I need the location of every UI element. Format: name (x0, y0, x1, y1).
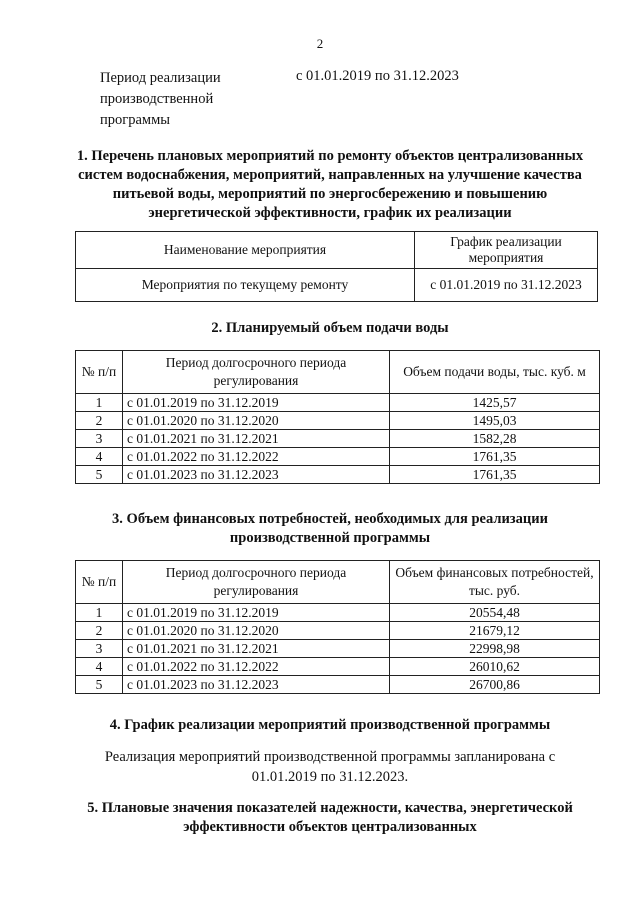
row-number: 5 (76, 676, 123, 694)
row-period: с 01.01.2023 по 31.12.2023 (123, 466, 390, 484)
row-amount: 20554,48 (390, 604, 600, 622)
section4-text: Реализация мероприятий производственной программы запланирована с 01.01.2019 по 31.12.2023. (104, 749, 556, 785)
page-number: 2 (316, 36, 324, 51)
row-volume: 1761,35 (390, 466, 600, 484)
row-number: 2 (76, 412, 123, 430)
row-number: 4 (76, 448, 123, 466)
section4-heading: 4. График реализации мероприятий производственной программы (109, 717, 551, 733)
row-amount: 26700,86 (390, 676, 600, 694)
header-schedule: График реализации мероприятия (415, 232, 598, 269)
section5-heading: 5. Плановые значения показателей надежности, качества, энергетической эффективности объектов централизованных (87, 800, 573, 835)
row-volume: 1495,03 (390, 412, 600, 430)
table-header-row (76, 232, 598, 269)
row-period: с 01.01.2021 по 31.12.2021 (123, 640, 390, 658)
row-number: 5 (76, 466, 123, 484)
row-period: с 01.01.2019 по 31.12.2019 (123, 604, 390, 622)
table-row (76, 394, 600, 412)
table-header-row (76, 561, 600, 604)
table-row (76, 676, 600, 694)
table-row (76, 412, 600, 430)
row-number: 1 (76, 604, 123, 622)
header-period: Период долгосрочного периода регулирования (123, 561, 390, 604)
table-row (76, 604, 600, 622)
period-label: Период реализации производственной программы (100, 70, 221, 128)
table-row (76, 640, 600, 658)
row-amount: 21679,12 (390, 622, 600, 640)
row-volume: 1582,28 (390, 430, 600, 448)
row-number: 1 (76, 394, 123, 412)
header-activity-name: Наименование мероприятия (76, 232, 415, 269)
activity-name-cell: Мероприятия по текущему ремонту (76, 269, 415, 302)
row-period: с 01.01.2020 по 31.12.2020 (123, 412, 390, 430)
row-number: 4 (76, 658, 123, 676)
water-volume-table (75, 350, 600, 484)
table-row (76, 658, 600, 676)
row-period: с 01.01.2022 по 31.12.2022 (123, 658, 390, 676)
header-period: Период долгосрочного периода регулирования (123, 351, 390, 394)
activity-schedule-cell: с 01.01.2019 по 31.12.2023 (415, 269, 598, 302)
table-row (76, 448, 600, 466)
header-financial-needs: Объем финансовых потребностей, тыс. руб. (390, 561, 600, 604)
activities-table (75, 231, 598, 302)
row-number: 3 (76, 640, 123, 658)
row-amount: 26010,62 (390, 658, 600, 676)
row-volume: 1761,35 (390, 448, 600, 466)
row-period: с 01.01.2021 по 31.12.2021 (123, 430, 390, 448)
financial-needs-table (75, 560, 600, 694)
table-header-row (76, 351, 600, 394)
period-value: с 01.01.2019 по 31.12.2023 (296, 68, 459, 84)
row-period: с 01.01.2019 по 31.12.2019 (123, 394, 390, 412)
table-row (76, 269, 598, 302)
row-period: с 01.01.2022 по 31.12.2022 (123, 448, 390, 466)
header-volume: Объем подачи воды, тыс. куб. м (390, 351, 600, 394)
row-period: с 01.01.2023 по 31.12.2023 (123, 676, 390, 694)
table-row (76, 466, 600, 484)
section3-heading: 3. Объем финансовых потребностей, необходимых для реализации производственной программы (112, 511, 548, 546)
header-number: № п/п (76, 561, 123, 604)
row-amount: 22998,98 (390, 640, 600, 658)
row-period: с 01.01.2020 по 31.12.2020 (123, 622, 390, 640)
section1-heading: 1. Перечень плановых мероприятий по ремонту объектов централизованных систем водоснабжения, мероприятий, направленных на улучшение качества питьевой воды, мероприятий по энергосбережению и повышению энергетической эффективности, график их реализации (76, 148, 584, 221)
row-volume: 1425,57 (390, 394, 600, 412)
row-number: 2 (76, 622, 123, 640)
header-number: № п/п (76, 351, 123, 394)
table-row (76, 622, 600, 640)
section2-heading: 2. Планируемый объем подачи воды (211, 320, 449, 336)
row-number: 3 (76, 430, 123, 448)
table-row (76, 430, 600, 448)
